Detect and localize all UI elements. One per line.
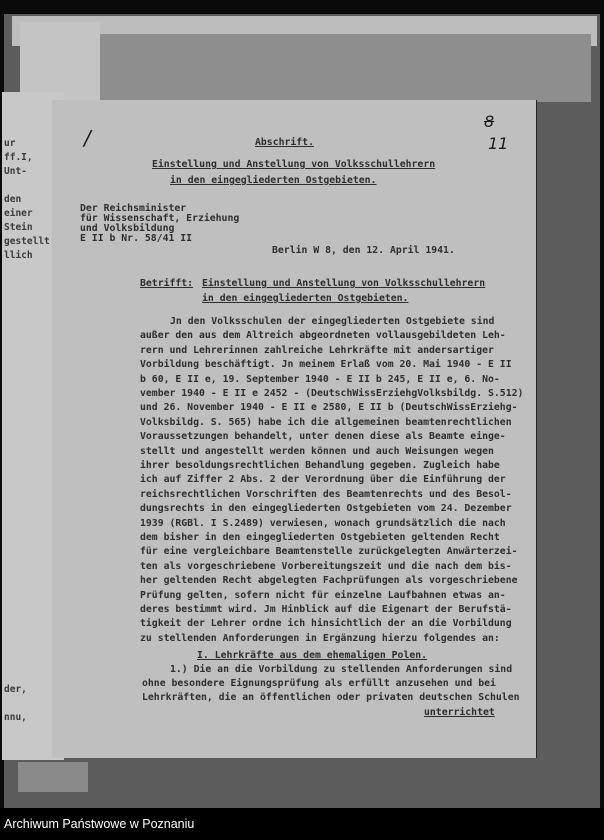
edge-line: Unt- <box>4 166 27 177</box>
body-line: Prüfung gelten, sofern nicht für einzelne Laufbahnen etwas an- <box>140 589 506 601</box>
body-line: 1939 (RGBl. I S.2489) verwiesen, wonach grundsätzlich die nach <box>140 517 506 529</box>
handwritten-stroke: / <box>84 126 91 150</box>
handwritten-crossed-mark: 8 <box>484 112 495 131</box>
body-line: ten als vorgeschriebene Vorbereitungszeit und die nach dem bis- <box>140 560 512 572</box>
body-line: deres bestimmt wird. Jm Hinblick auf die Eigenart der Berufstä- <box>140 604 512 615</box>
edge-line: ur <box>4 138 16 149</box>
body-line: Jn den Volksschulen der eingegliederten Ostgebiete sind <box>170 316 495 327</box>
body-line: dungsrechts in den eingegliederten Ostgebieten vom 24. Dezember <box>140 503 512 515</box>
subject-line: in den eingegliederten Ostgebieten. <box>202 293 409 304</box>
document-title: Abschrift. <box>255 137 314 148</box>
edge-line: llich <box>4 250 33 261</box>
body-line: und 26. November 1940 - E II e 2580, E II b (DeutschWissErziehg- <box>140 402 518 414</box>
subject-line: Einstellung und Anstellung von Volksschullehrern <box>202 278 486 289</box>
body-line: vember 1940 - E II e 2452 - (DeutschWissErziehgVolksbildg. S.512) <box>140 388 524 399</box>
edge-line: der, <box>4 684 27 695</box>
body-line: tigkeit der Lehrer ordne ich hinsichtlich der an die Vorbildung <box>140 618 512 630</box>
edge-line: gestellt <box>4 236 50 247</box>
section-line: Lehrkräften, die an öffentlichen oder privaten deutschen Schulen <box>142 692 520 703</box>
edge-line: den <box>4 194 22 205</box>
archive-name: Archiwum Państwowe w Poznaniu <box>4 817 195 831</box>
folder-cover <box>96 34 591 102</box>
sender-line: und Volksbildung <box>80 223 175 234</box>
body-line: zu stellenden Anforderungen in Ergänzung hierzu folgendes an: <box>140 632 500 644</box>
edge-line: Stein <box>4 222 33 233</box>
sender-line: E II b Nr. 58/41 II <box>80 233 193 244</box>
sender-line: Der Reichsminister <box>80 203 187 214</box>
edge-line: einer <box>4 208 33 219</box>
section-heading: I. Lehrkräfte aus dem ehemaligen Polen. <box>197 650 428 661</box>
subject-label: Betrifft: <box>140 278 194 289</box>
section-line: ohne besondere Eignungsprüfung als erfüllt anzusehen und bei <box>142 678 496 689</box>
paper-scrap <box>18 762 88 792</box>
heading-line: in den eingegliederten Ostgebieten. <box>170 175 377 186</box>
page-number: 11 <box>488 134 509 153</box>
body-line: reichsrechtlichen Vorschriften des Beamtenrechts und des Besol- <box>140 488 512 500</box>
body-line: her geltenden Recht abgelegten Fachprüfungen als vorgeschriebene <box>140 575 518 587</box>
place-date: Berlin W 8, den 12. April 1941. <box>272 245 455 256</box>
body-line: b 60, E II e, 19. September 1940 - E II b 245, E II e, 6. No- <box>140 373 500 385</box>
body-line: rern und Lehrerinnen zahlreiche Lehrkräfte mit andersartiger <box>140 344 494 356</box>
body-line: ihrer besoldungsrechtlichen Behandlung gegeben. Zugleich habe <box>140 460 500 471</box>
archive-footer <box>0 808 604 840</box>
body-line: Voraussetzungen behandelt, unter denen diese als Beamte einge- <box>140 431 506 443</box>
body-line: außer den aus dem Altreich abgeordneten vollausgebildeten Leh- <box>140 330 506 342</box>
body-line: stellt und angestellt werden können und auch Weisungen wegen <box>140 445 494 457</box>
document-page <box>52 100 536 758</box>
body-line: Vorbildung beschäftigt. Jn meinem Erlaß vom 20. Mai 1940 - E II <box>140 359 512 371</box>
body-line: für eine vergleichbare Beamtenstelle zurückgelegten Anwärterzei- <box>140 546 518 558</box>
body-line: ich auf Ziffer 2 Abs. 2 der Verordnung über die Einführung der <box>140 474 506 486</box>
body-line: Volksbildg. S. 565) habe ich die allgemeinen beamtenrechtlichen <box>140 416 512 428</box>
folded-paper-corner <box>20 22 100 100</box>
edge-line: nnu, <box>4 712 27 723</box>
heading-line: Einstellung und Anstellung von Volksschullehrern <box>152 159 436 170</box>
section-line: 1.) Die an die Vorbildung zu stellenden Anforderungen sind <box>170 664 513 675</box>
catchword: unterrichtet <box>424 707 495 718</box>
sender-line: für Wissenschaft, Erziehung <box>80 213 240 224</box>
edge-line: ff.I, <box>4 152 33 163</box>
body-line: dem bisher in den eingegliederten Ostgebieten geltenden Recht <box>140 532 500 543</box>
